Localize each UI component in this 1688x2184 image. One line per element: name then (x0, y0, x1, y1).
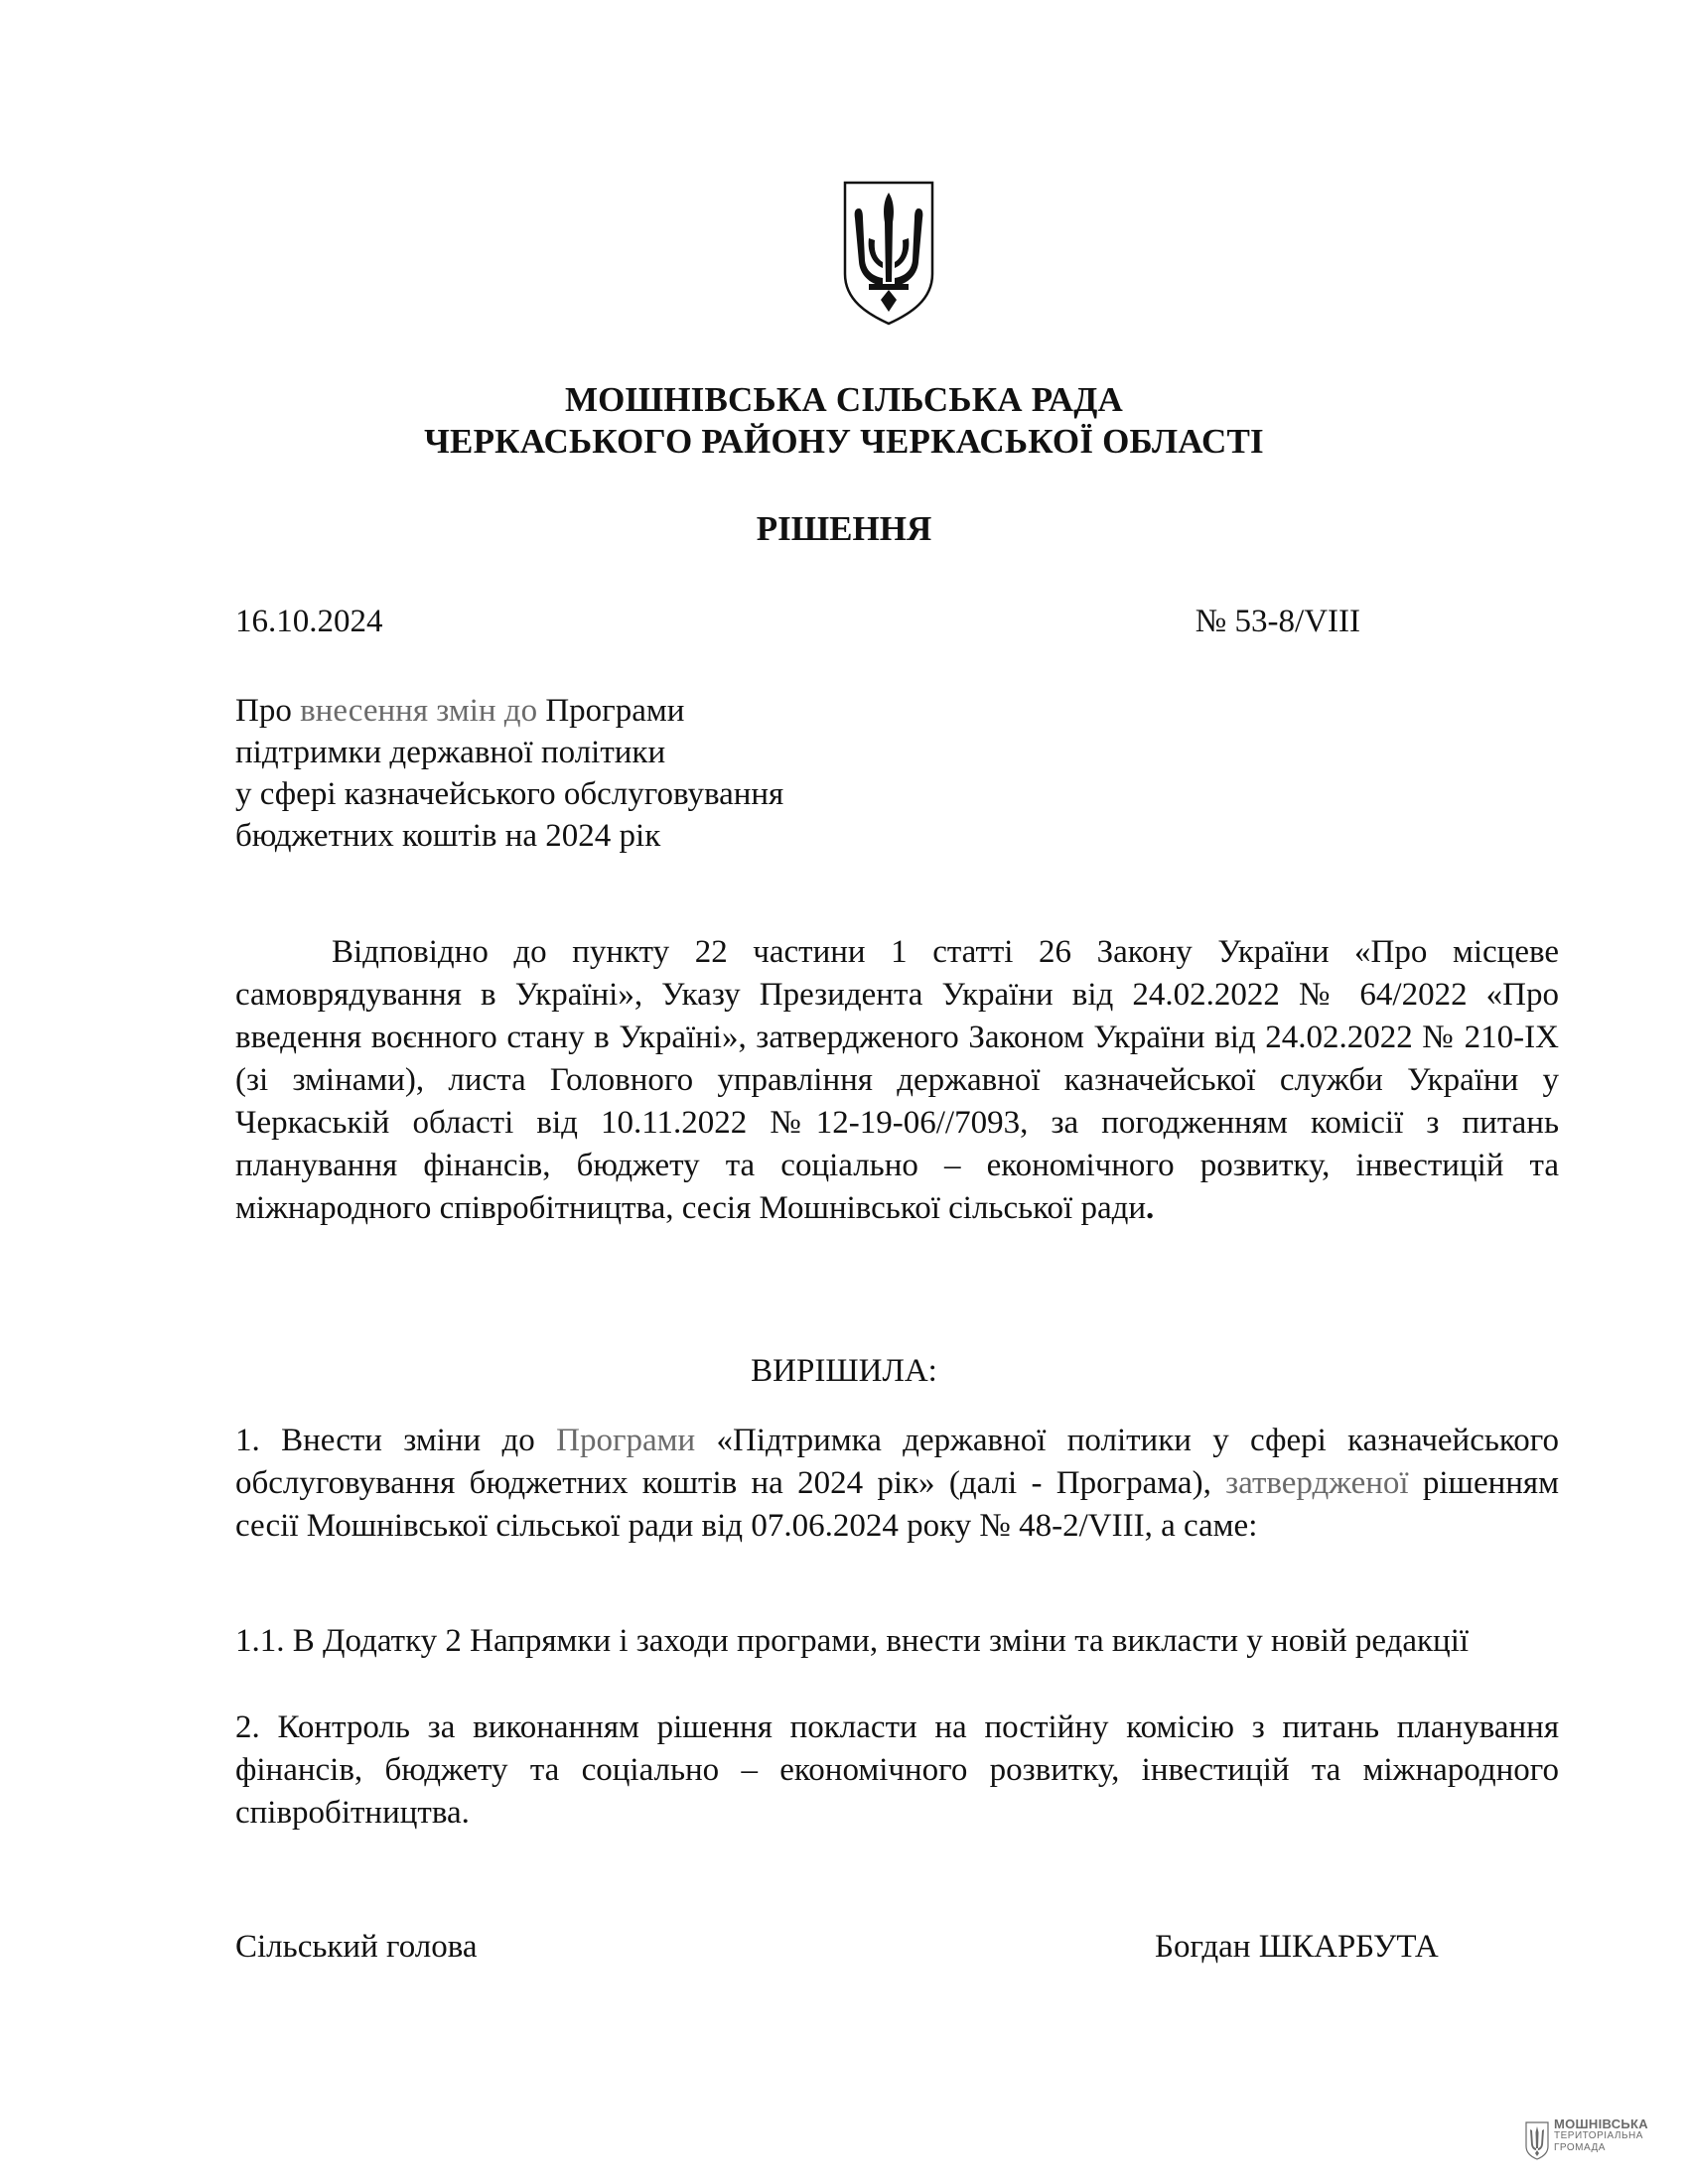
subject-line-3: у сфері казначейського обслуговування (235, 776, 784, 812)
watermark-line-2: ТЕРИТОРІАЛЬНА (1554, 2130, 1643, 2141)
item-highlight: затвердженої (1225, 1465, 1409, 1501)
item-highlight: Програми (556, 1423, 696, 1458)
council-name: МОШНІВСЬКА СІЛЬСЬКА РАДА (564, 380, 1124, 419)
council-region: ЧЕРКАСЬКОГО РАЙОНУ ЧЕРКАСЬКОЇ ОБЛАСТІ (424, 422, 1264, 461)
preamble-end: . (1146, 1190, 1155, 1226)
item-text: рішенням сесії Мошнівської сільської ради від 07.06.2024 року № 48-2/VIII, а саме: (235, 1465, 1559, 1544)
decision-date: 16.10.2024 (235, 604, 383, 639)
signatory-position: Сільський голова (235, 1929, 478, 1965)
preamble-paragraph (235, 931, 1559, 1230)
watermark-line-3: ГРОМАДА (1554, 2142, 1606, 2153)
decision-item-1 (235, 1420, 1559, 1548)
decision-title: РІШЕННЯ (756, 509, 932, 548)
decision-item-1-1: 1.1. В Додатку 2 Напрямки і заходи програми, внести зміни та викласти у новій редакції (235, 1623, 1470, 1659)
watermark-line-1: МОШНІВСЬКА (1554, 2116, 1648, 2131)
item-text: 1. Внести зміни до (235, 1423, 557, 1458)
watermark-text (1554, 2118, 1648, 2154)
subject-text: Про (235, 693, 301, 729)
subject-line-4: бюджетних коштів на 2024 рік (235, 818, 661, 854)
decision-item-2: 2. Контроль за виконанням рішення покласти на постійну комісію з питань планування фінансів, бюджету та соціально – економічного розвитку, інвестицій та міжнародного співробітництва. (235, 1709, 1559, 1831)
item-text: «Підтримка державної політики у сфері казначейського обслуговування бюджетних коштів на 2024 рік» (далі - Програма), (235, 1423, 1559, 1501)
signatory-name: Богдан ШКАРБУТА (1155, 1929, 1439, 1965)
subject-text: Програми (537, 693, 685, 729)
decision-number: № 53-8/VIII (1195, 604, 1360, 639)
community-watermark (1524, 2116, 1673, 2168)
subject-highlight: внесення змін до (300, 693, 538, 729)
resolved-heading: ВИРІШИЛА: (751, 1353, 937, 1389)
trident-icon (839, 179, 938, 328)
preamble-text: Відповідно до пункту 22 частини 1 статті 26 Закону України «Про місцеве самоврядування в Україні», Указу Президента України від 24.02.2022 № 64/2022 «Про введення воєнного стану в Україні», затвердженого Законом України від 24.02.2022 № 210-IX (зі змінами), листа Головного управління державної казначейської служби України у Черкаській області від 10.11.2022 №12-19-06//7093, за погодженням комісії з питань планування фінансів, бюджету та соціально – економічного розвитку, інвестицій та міжнародного співробітництва, сесія Мошнівської сільської ради (235, 934, 1559, 1226)
decision-subject (235, 690, 783, 857)
subject-line-2: підтримки державної політики (235, 735, 666, 770)
subject-line-1 (235, 690, 783, 732)
trident-small-icon (1524, 2120, 1550, 2160)
